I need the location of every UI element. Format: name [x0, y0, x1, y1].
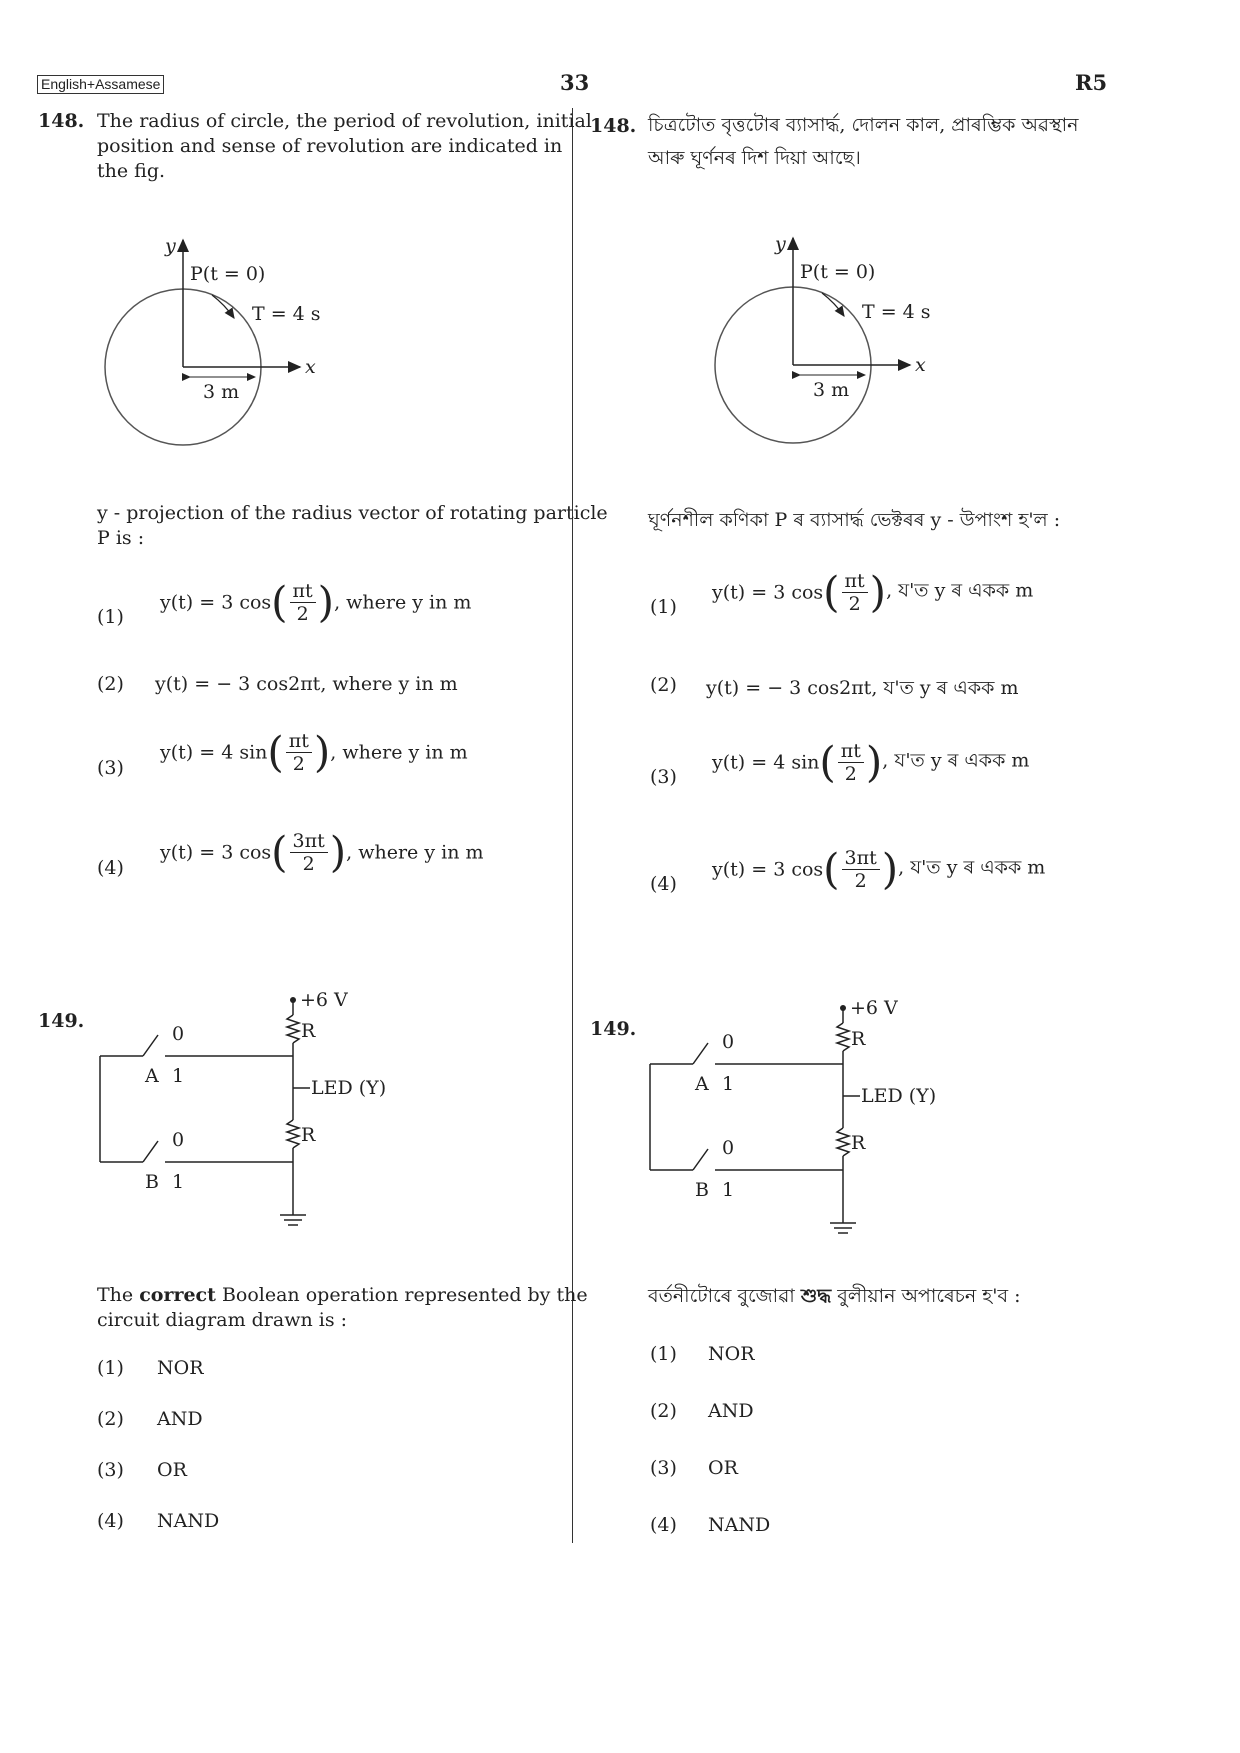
page-number: 33: [560, 70, 590, 95]
option-number: (2): [97, 1408, 124, 1430]
led-label: LED (Y): [311, 1077, 387, 1099]
circuit-diagram: [645, 993, 975, 1243]
switch-a: [693, 1043, 708, 1064]
radius-label: 3 m: [813, 379, 850, 401]
point-label: P(t = 0): [800, 261, 876, 283]
option-lhs: y(t) = 3 cos: [160, 591, 272, 614]
rotation-arrow: [822, 293, 844, 316]
switch-b-zero: 0: [172, 1129, 185, 1151]
resistor-top: [837, 1023, 849, 1051]
option-and[interactable]: AND: [708, 1400, 754, 1422]
option-1[interactable]: y(t) = 3 cos( $\frac{\pi t}{2}$ ), য'ত y ৰ একক m: [712, 567, 1034, 617]
switch-a-label: A: [695, 1073, 709, 1095]
fraction-numerator: 3πt: [290, 830, 328, 853]
option-lhs: y(t) = 3 cos: [712, 858, 824, 881]
option-number: (3): [97, 757, 124, 779]
question-text-line: চিত্ৰটোত বৃত্তটোৰ ব্যাসাৰ্দ্ধ, দোলন কাল, প্ৰাৰম্ভিক অৱস্থান: [648, 114, 1079, 136]
fraction-numerator: 3πt: [842, 847, 880, 870]
paper-code: R5: [1075, 70, 1108, 95]
switch-a-one: 1: [722, 1073, 735, 1095]
x-axis-label: x: [305, 356, 316, 378]
fraction-numerator: πt: [290, 580, 316, 603]
y-axis-label: y: [165, 235, 176, 257]
question-number: 149.: [590, 1018, 637, 1040]
x-axis-label: x: [915, 354, 926, 376]
question-prompt-line: y - projection of the radius vector of rotating particle: [97, 502, 608, 524]
question-text-line: the fig.: [97, 160, 166, 182]
circle-figure: [700, 228, 960, 458]
question-text-line: আৰু ঘূৰ্ণনৰ দিশ দিয়া আছে।: [648, 147, 861, 169]
option-lhs: y(t) = 3 cos: [160, 841, 272, 864]
option-or[interactable]: OR: [157, 1459, 187, 1481]
fraction-denominator: 2: [844, 763, 857, 785]
switch-b-label: B: [695, 1179, 709, 1201]
y-axis-label: y: [775, 233, 786, 255]
question-number: 148.: [38, 110, 85, 132]
switch-a: [143, 1035, 158, 1056]
option-number: (4): [650, 873, 677, 895]
fraction-numerator: πt: [286, 730, 312, 753]
option-tail: , য'ত y ৰ একক m: [898, 856, 1046, 879]
switch-a-label: A: [145, 1065, 159, 1087]
resistor-label: R: [301, 1020, 316, 1042]
period-label: T = 4 s: [862, 301, 931, 323]
switch-b: [693, 1149, 708, 1170]
switch-a-one: 1: [172, 1065, 185, 1087]
question-prompt-line: বৰ্তনীটোৰে বুজোৱা শুদ্ধ বুলীয়ান অপাৰেচন হ'ব :: [648, 1285, 1021, 1307]
fraction-denominator: 2: [296, 603, 309, 625]
question-number: 149.: [38, 1010, 85, 1032]
switch-a-zero: 0: [722, 1031, 735, 1053]
option-2[interactable]: y(t) = − 3 cos2πt, য'ত y ৰ একক m: [706, 677, 1019, 699]
option-nor[interactable]: NOR: [708, 1343, 755, 1365]
option-tail: , য'ত y ৰ একক m: [886, 579, 1034, 602]
option-1[interactable]: y(t) = 3 cos( $\frac{\pi t}{2}$ ), where y in m: [160, 577, 472, 627]
switch-a-zero: 0: [172, 1023, 185, 1045]
period-label: T = 4 s: [252, 303, 321, 325]
resistor-label: R: [851, 1132, 866, 1154]
point-label: P(t = 0): [190, 263, 266, 285]
option-lhs: y(t) = 4 sin: [712, 751, 820, 774]
option-number: (1): [650, 1343, 677, 1365]
resistor-bottom: [287, 1120, 299, 1148]
option-and[interactable]: AND: [157, 1408, 203, 1430]
option-lhs: y(t) = 3 cos: [712, 581, 824, 604]
option-number: (4): [97, 1510, 124, 1532]
option-2[interactable]: y(t) = − 3 cos2πt, where y in m: [155, 673, 458, 695]
question-prompt-line: circuit diagram drawn is :: [97, 1309, 348, 1331]
option-number: (1): [97, 606, 124, 628]
option-number: (3): [650, 766, 677, 788]
option-tail: , where y in m: [330, 741, 468, 764]
fraction-denominator: 2: [292, 753, 305, 775]
option-lhs: y(t) = 4 sin: [160, 741, 268, 764]
circle-figure: [90, 230, 350, 460]
question-text-line: position and sense of revolution are indicated in: [97, 135, 563, 157]
option-number: (4): [650, 1514, 677, 1536]
option-number: (3): [97, 1459, 124, 1481]
option-number: (1): [97, 1357, 124, 1379]
vcc-label: +6 V: [300, 989, 348, 1011]
resistor-bottom: [837, 1128, 849, 1156]
switch-b-zero: 0: [722, 1137, 735, 1159]
switch-b-label: B: [145, 1171, 159, 1193]
vcc-label: +6 V: [850, 997, 898, 1019]
option-tail: , where y in m: [346, 841, 484, 864]
option-4[interactable]: y(t) = 3 cos( $\frac{3\pi t}{2}$ ), য'ত y ৰ একক m: [712, 844, 1046, 894]
circuit-diagram: [95, 985, 425, 1235]
column-divider: [572, 108, 573, 1543]
switch-b: [143, 1141, 158, 1162]
fraction-numerator: πt: [838, 740, 864, 763]
resistor-top: [287, 1015, 299, 1043]
option-number: (4): [97, 857, 124, 879]
option-nor[interactable]: NOR: [157, 1357, 204, 1379]
option-3[interactable]: y(t) = 4 sin( $\frac{\pi t}{2}$ ), where y in m: [160, 727, 468, 777]
resistor-label: R: [851, 1028, 866, 1050]
question-number: 148.: [590, 115, 637, 137]
option-number: (3): [650, 1457, 677, 1479]
question-prompt-line: P is :: [97, 527, 145, 549]
resistor-label: R: [301, 1124, 316, 1146]
fraction-denominator: 2: [302, 853, 315, 875]
fraction-denominator: 2: [848, 593, 861, 615]
option-tail: , where y in m: [334, 591, 472, 614]
option-number: (2): [97, 673, 124, 695]
option-or[interactable]: OR: [708, 1457, 738, 1479]
option-nand[interactable]: NAND: [157, 1510, 220, 1532]
question-prompt-line: The correct Boolean operation represented by the: [97, 1284, 588, 1306]
switch-b-one: 1: [172, 1171, 185, 1193]
option-3[interactable]: y(t) = 4 sin( $\frac{\pi t}{2}$ ), য'ত y ৰ একক m: [712, 737, 1030, 787]
option-number: (2): [650, 674, 677, 696]
option-nand[interactable]: NAND: [708, 1514, 771, 1536]
option-number: (2): [650, 1400, 677, 1422]
fraction-denominator: 2: [854, 870, 867, 892]
radius-label: 3 m: [203, 381, 240, 403]
option-4[interactable]: y(t) = 3 cos( $\frac{3\pi t}{2}$ ), where y in m: [160, 827, 484, 877]
fraction-numerator: πt: [842, 570, 868, 593]
rotation-arrow: [212, 295, 234, 318]
question-prompt-line: ঘূৰ্ণনশীল কণিকা P ৰ ব্যাসাৰ্দ্ধ ভেক্টৰৰ y - উপাংশ হ'ল :: [648, 509, 1061, 531]
option-number: (1): [650, 596, 677, 618]
language-label: English+Assamese: [37, 75, 164, 94]
question-text-line: The radius of circle, the period of revolution, initial: [97, 110, 592, 132]
option-tail: , য'ত y ৰ একক m: [882, 749, 1030, 772]
switch-b-one: 1: [722, 1179, 735, 1201]
led-label: LED (Y): [861, 1085, 937, 1107]
